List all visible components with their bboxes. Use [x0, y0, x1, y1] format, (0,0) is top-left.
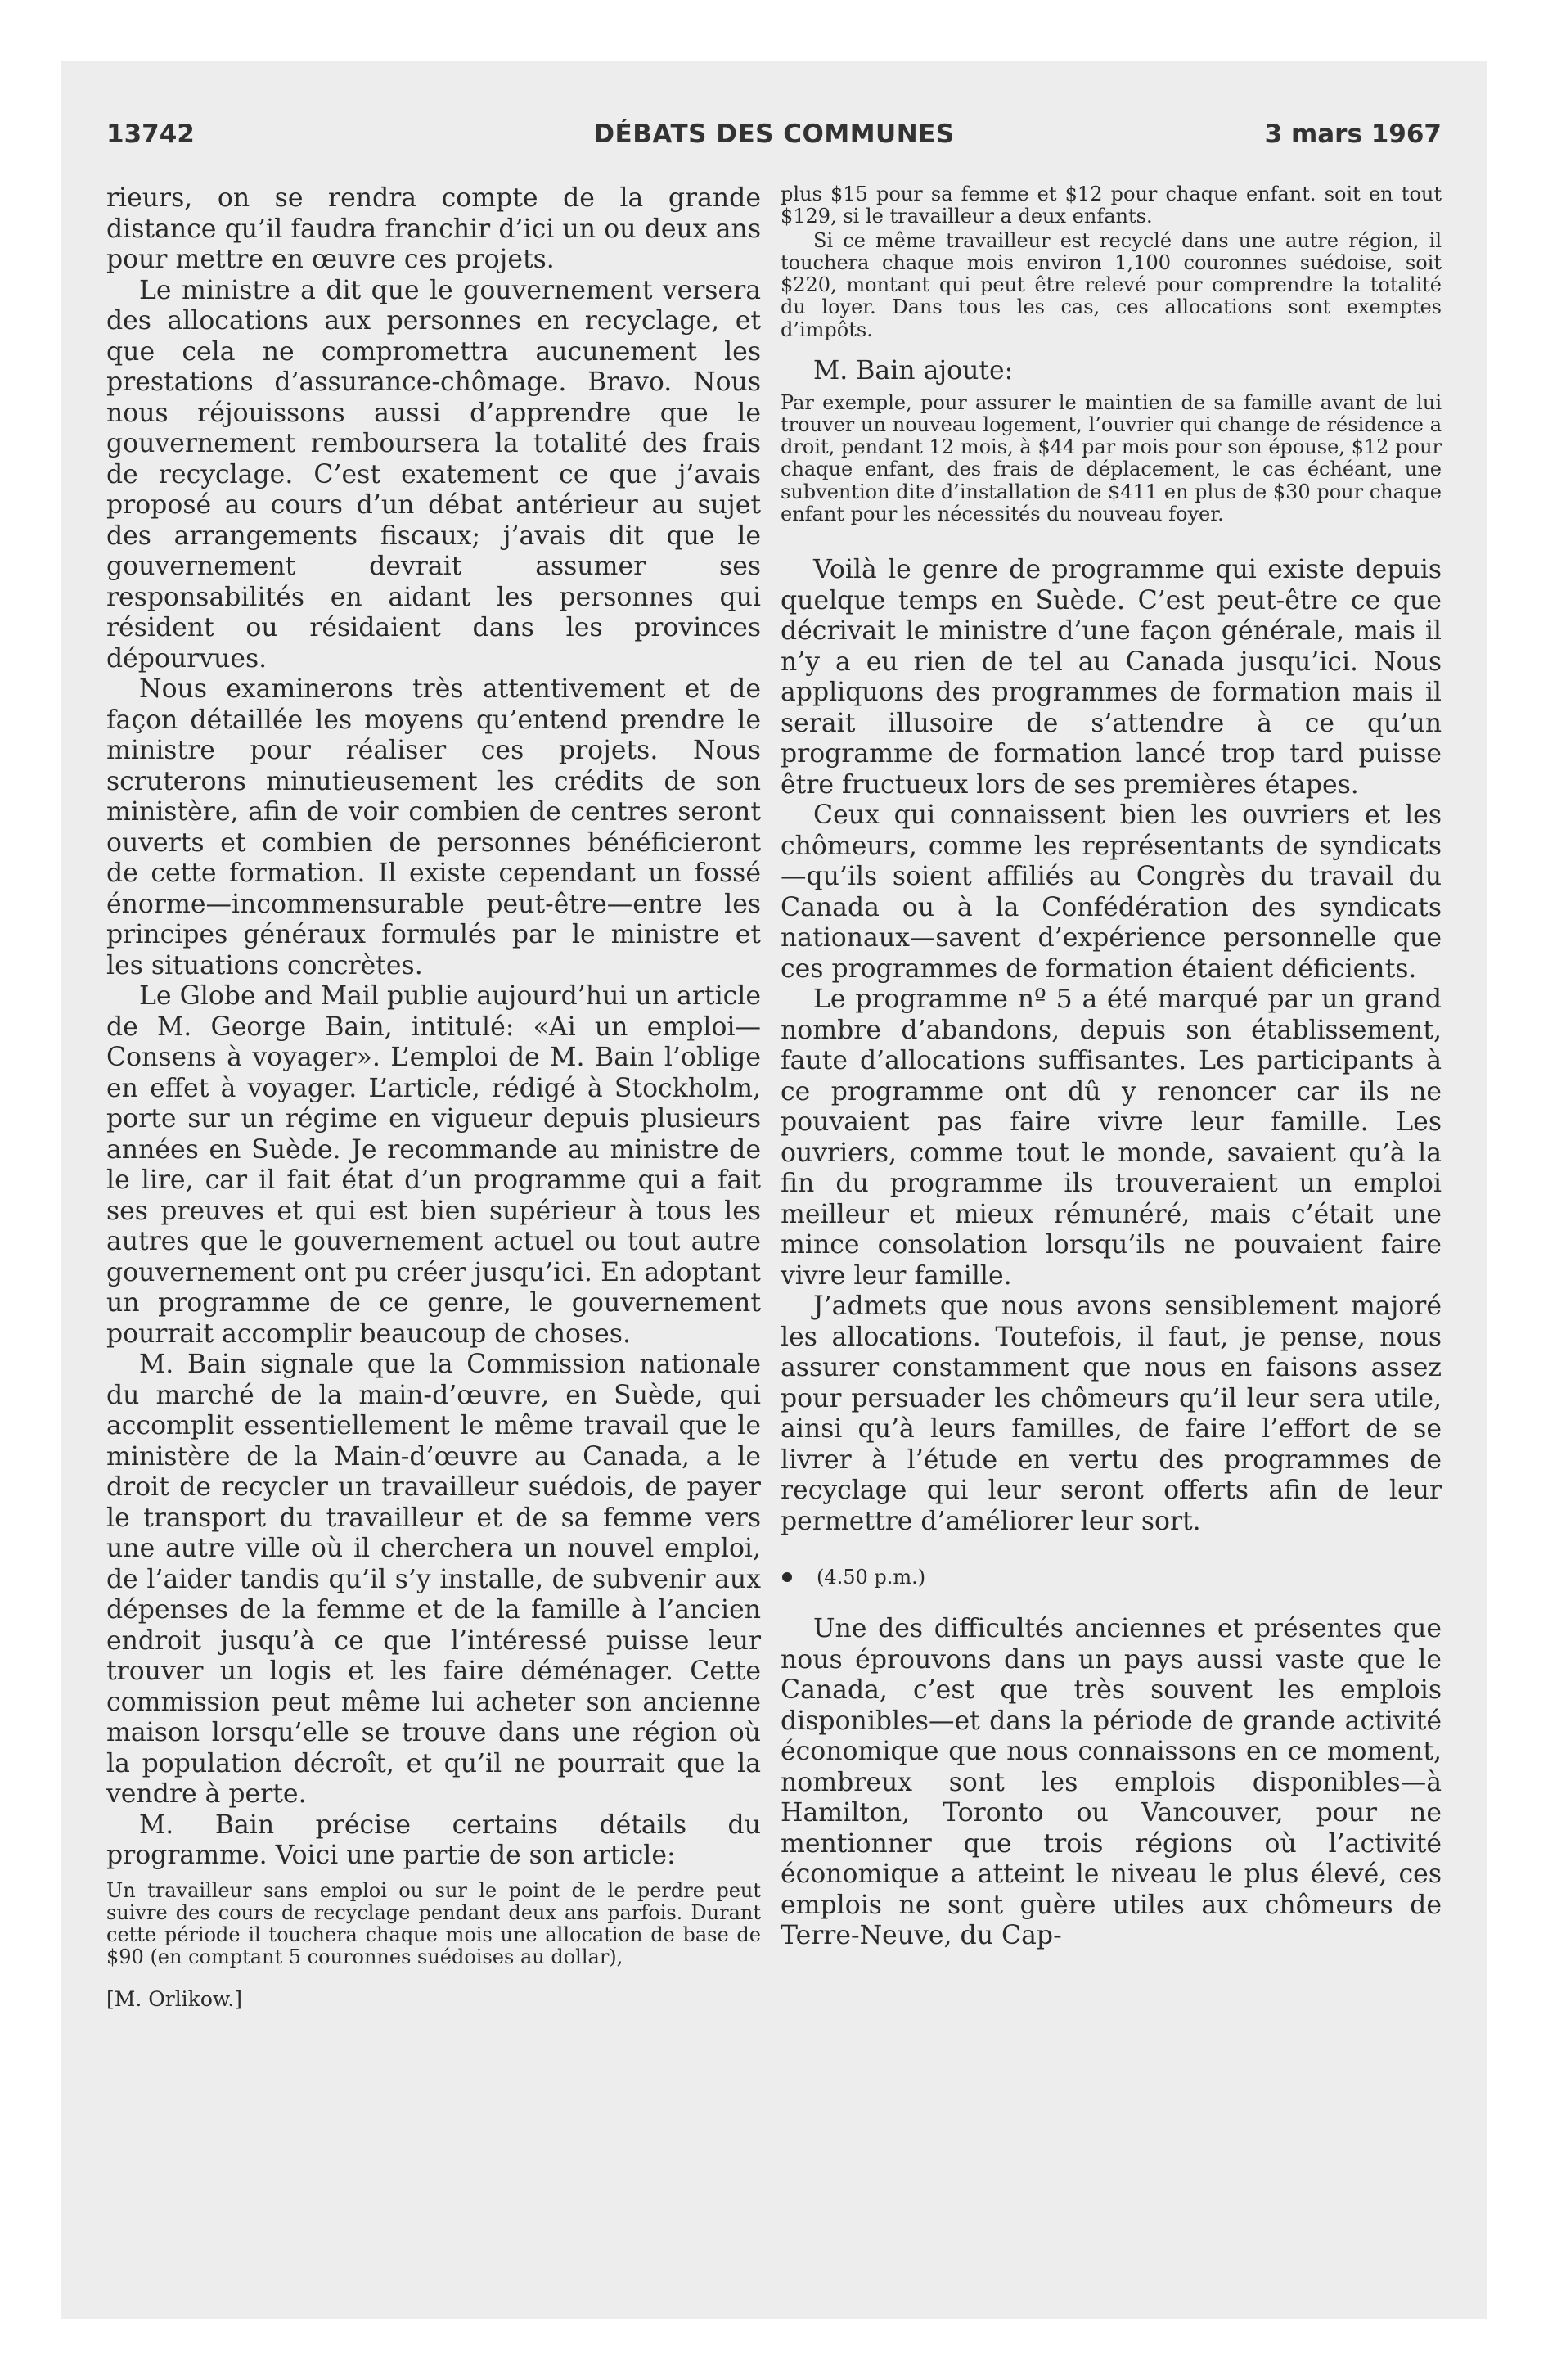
- publication-title: DÉBATS DES COMMUNES: [593, 119, 955, 149]
- paragraph: Ceux qui connaissent bien les ouvriers et les chômeurs, comme les représentants de syndicats—qu’ils soient affiliés au Congrès du travail du Canada ou à la Confédération des syndicats nationaux—savent d’expérience personnelle que ces programmes de formation étaient déficients.: [781, 800, 1442, 984]
- page-date: 3 mars 1967: [1264, 119, 1442, 149]
- paragraph: rieurs, on se rendra compte de la grande distance qu’il faudra franchir d’ici un ou deux ans pour mettre en œuvre ces projets.: [106, 183, 761, 274]
- quote-paragraph: Par exemple, pour assurer le maintien de sa famille avant de lui trouver un nouveau logement, l’ouvrier qui change de résidence a droit, pendant 12 mois, à $44 par mois pour son épouse, $12 pour chaque enfant, des frais de déplacement, le cas échéant, une subvention dite d’installation de $411 en plus de $30 pour chaque enfant pour les nécessités du nouveau foyer.: [781, 390, 1442, 526]
- page-header: [106, 119, 1442, 160]
- page: [61, 61, 1487, 2319]
- left-column: [106, 183, 761, 2012]
- paragraph: Le ministre a dit que le gouvernement versera des allocations aux personnes en recyclage, et que cela ne compromettra aucunement les prestations d’assurance-chômage. Bravo. Nous nous réjouissons aussi d’apprendre que le gouvernement remboursera la totalité des frais de recyclage. C’est exatement ce que j’avais proposé au cours d’un débat antérieur au sujet des arrangements fiscaux; j’avais dit que le gouvernement devrait assumer ses responsabilités en aidant les personnes qui résident ou résidaient dans les provinces dépourvues.: [106, 275, 761, 674]
- time-marker-text: (4.50 p.m.): [817, 1566, 926, 1589]
- quote-paragraph: Si ce même travailleur est recyclé dans une autre région, il touchera chaque mois environ 1,100 couronnes suédoise, soit $220, montant qui peut être relevé pour comprendre la totalité du loyer. Dans tous les cas, ces allocations sont exemptes d’impôts.: [781, 228, 1442, 341]
- paragraph: Voilà le genre de programme qui existe depuis quelque temps en Suède. C’est peut-être ce que décrivait le ministre d’une façon générale, mais il n’y a eu rien de tel au Canada jusqu’ici. Nous appliquons des programmes de formation mais il serait illusoire de s’attendre à ce qu’un programme de formation lancé trop tard puisse être fructueux lors de ses premières étapes.: [781, 555, 1442, 800]
- paragraph: J’admets que nous avons sensiblement majoré les allocations. Toutefois, il faut, je pense, nous assurer constamment que nous en faisons assez pour persuader les chômeurs qu’il leur sera utile, ainsi qu’à leurs familles, de faire l’effort de se livrer à l’étude en vertu des programmes de recyclage qui leur seront offerts afin de leur permettre d’améliorer leur sort.: [781, 1291, 1442, 1536]
- quote-intro: M. Bain ajoute:: [813, 356, 1014, 386]
- quote-paragraph: Un travailleur sans emploi ou sur le point de le perdre peut suivre des cours de recyclage pendant deux ans parfois. Durant cette période il touchera chaque mois une allocation de base de $90 (en comptant 5 couronnes suédoises au dollar),: [106, 1878, 761, 1969]
- quoted-article-2: [781, 392, 1442, 526]
- bullet-icon: [782, 1572, 792, 1582]
- quoted-article: [106, 1880, 761, 1969]
- quote-paragraph: plus $15 pour sa femme et $12 pour chaque enfant. soit en tout $129, si le travailleur a deux enfants.: [781, 183, 1442, 228]
- paragraph: M. Bain précise certains détails du programme. Voici une partie de son article:: [106, 1810, 761, 1870]
- right-column: [781, 183, 1442, 1952]
- time-marker: [781, 1565, 1442, 1589]
- paragraph: Une des difficultés anciennes et présentes que nous éprouvons dans un pays aussi vaste que le Canada, c’est que très souvent les emplois disponibles—et dans la période de grande activité économique que nous connaissons en ce moment, nombreux sont les emplois disponibles—à Hamilton, Toronto ou Vancouver, pour ne mentionner que trois régions où l’activité économique a atteint le niveau le plus élevé, ces emplois ne sont guère utiles aux chômeurs de Terre-Neuve, du Cap-: [781, 1614, 1442, 1951]
- paragraph: Le programme nº 5 a été marqué par un grand nombre d’abandons, depuis son établissement, faute d’allocations suffisantes. Les participants à ce programme ont dû y renoncer car ils ne pouvaient pas faire vivre leur famille. Les ouvriers, comme tout le monde, savaient qu’à la fin du programme ils trouveraient un emploi meilleur et mieux rémunéré, mais c’était une mince consolation lorsqu’ils ne pouvaient faire vivre leur famille.: [781, 985, 1442, 1291]
- paragraph: Nous examinerons très attentivement et de façon détaillée les moyens qu’entend prendre le ministre pour réaliser ces projets. Nous scruterons minutieusement les crédits de son ministère, afin de voir combien de centres seront ouverts et combien de personnes bénéficieront de cette formation. Il existe cependant un fossé énorme—incommensurable peut-être—entre les principes généraux formulés par le ministre et les situations concrètes.: [106, 674, 761, 980]
- speaker-attribution: [M. Orlikow.]: [106, 1986, 243, 2011]
- paragraph: M. Bain signale que la Commission nationale du marché de la main-d’œuvre, en Suède, qui accomplit essentiellement le même travail que le ministère de la Main-d’œuvre au Canada, a le droit de recycler un travailleur suédois, de payer le transport du travailleur et de sa femme vers une autre ville où il cherchera un nouvel emploi, de l’aider tandis qu’il s’y installe, de subvenir aux dépenses de la femme et de la famille à l’ancien endroit jusqu’à ce que l’intéressé puisse leur trouver un logis et les faire déménager. Cette commission peut même lui acheter son ancienne maison lorsqu’elle se trouve dans une région où la population décroît, et qu’il ne pourrait que la vendre à perte.: [106, 1350, 761, 1809]
- paragraph: Le Globe and Mail publie aujourd’hui un article de M. George Bain, intitulé: «Ai un emploi—Consens à voyager». L’emploi de M. Bain l’oblige en effet à voyager. L’article, rédigé à Stockholm, porte sur un régime en vigueur depuis plusieurs années en Suède. Je recommande au ministre de le lire, car il fait état d’un programme qui a fait ses preuves et qui est bien supérieur à tous les autres que le gouvernement actuel ou tout autre gouvernement ont pu créer jusqu’ici. En adoptant un programme de ce genre, le gouvernement pourrait accomplir beaucoup de choses.: [106, 981, 761, 1349]
- quoted-article-continued: [781, 183, 1442, 341]
- page-number: 13742: [106, 119, 195, 149]
